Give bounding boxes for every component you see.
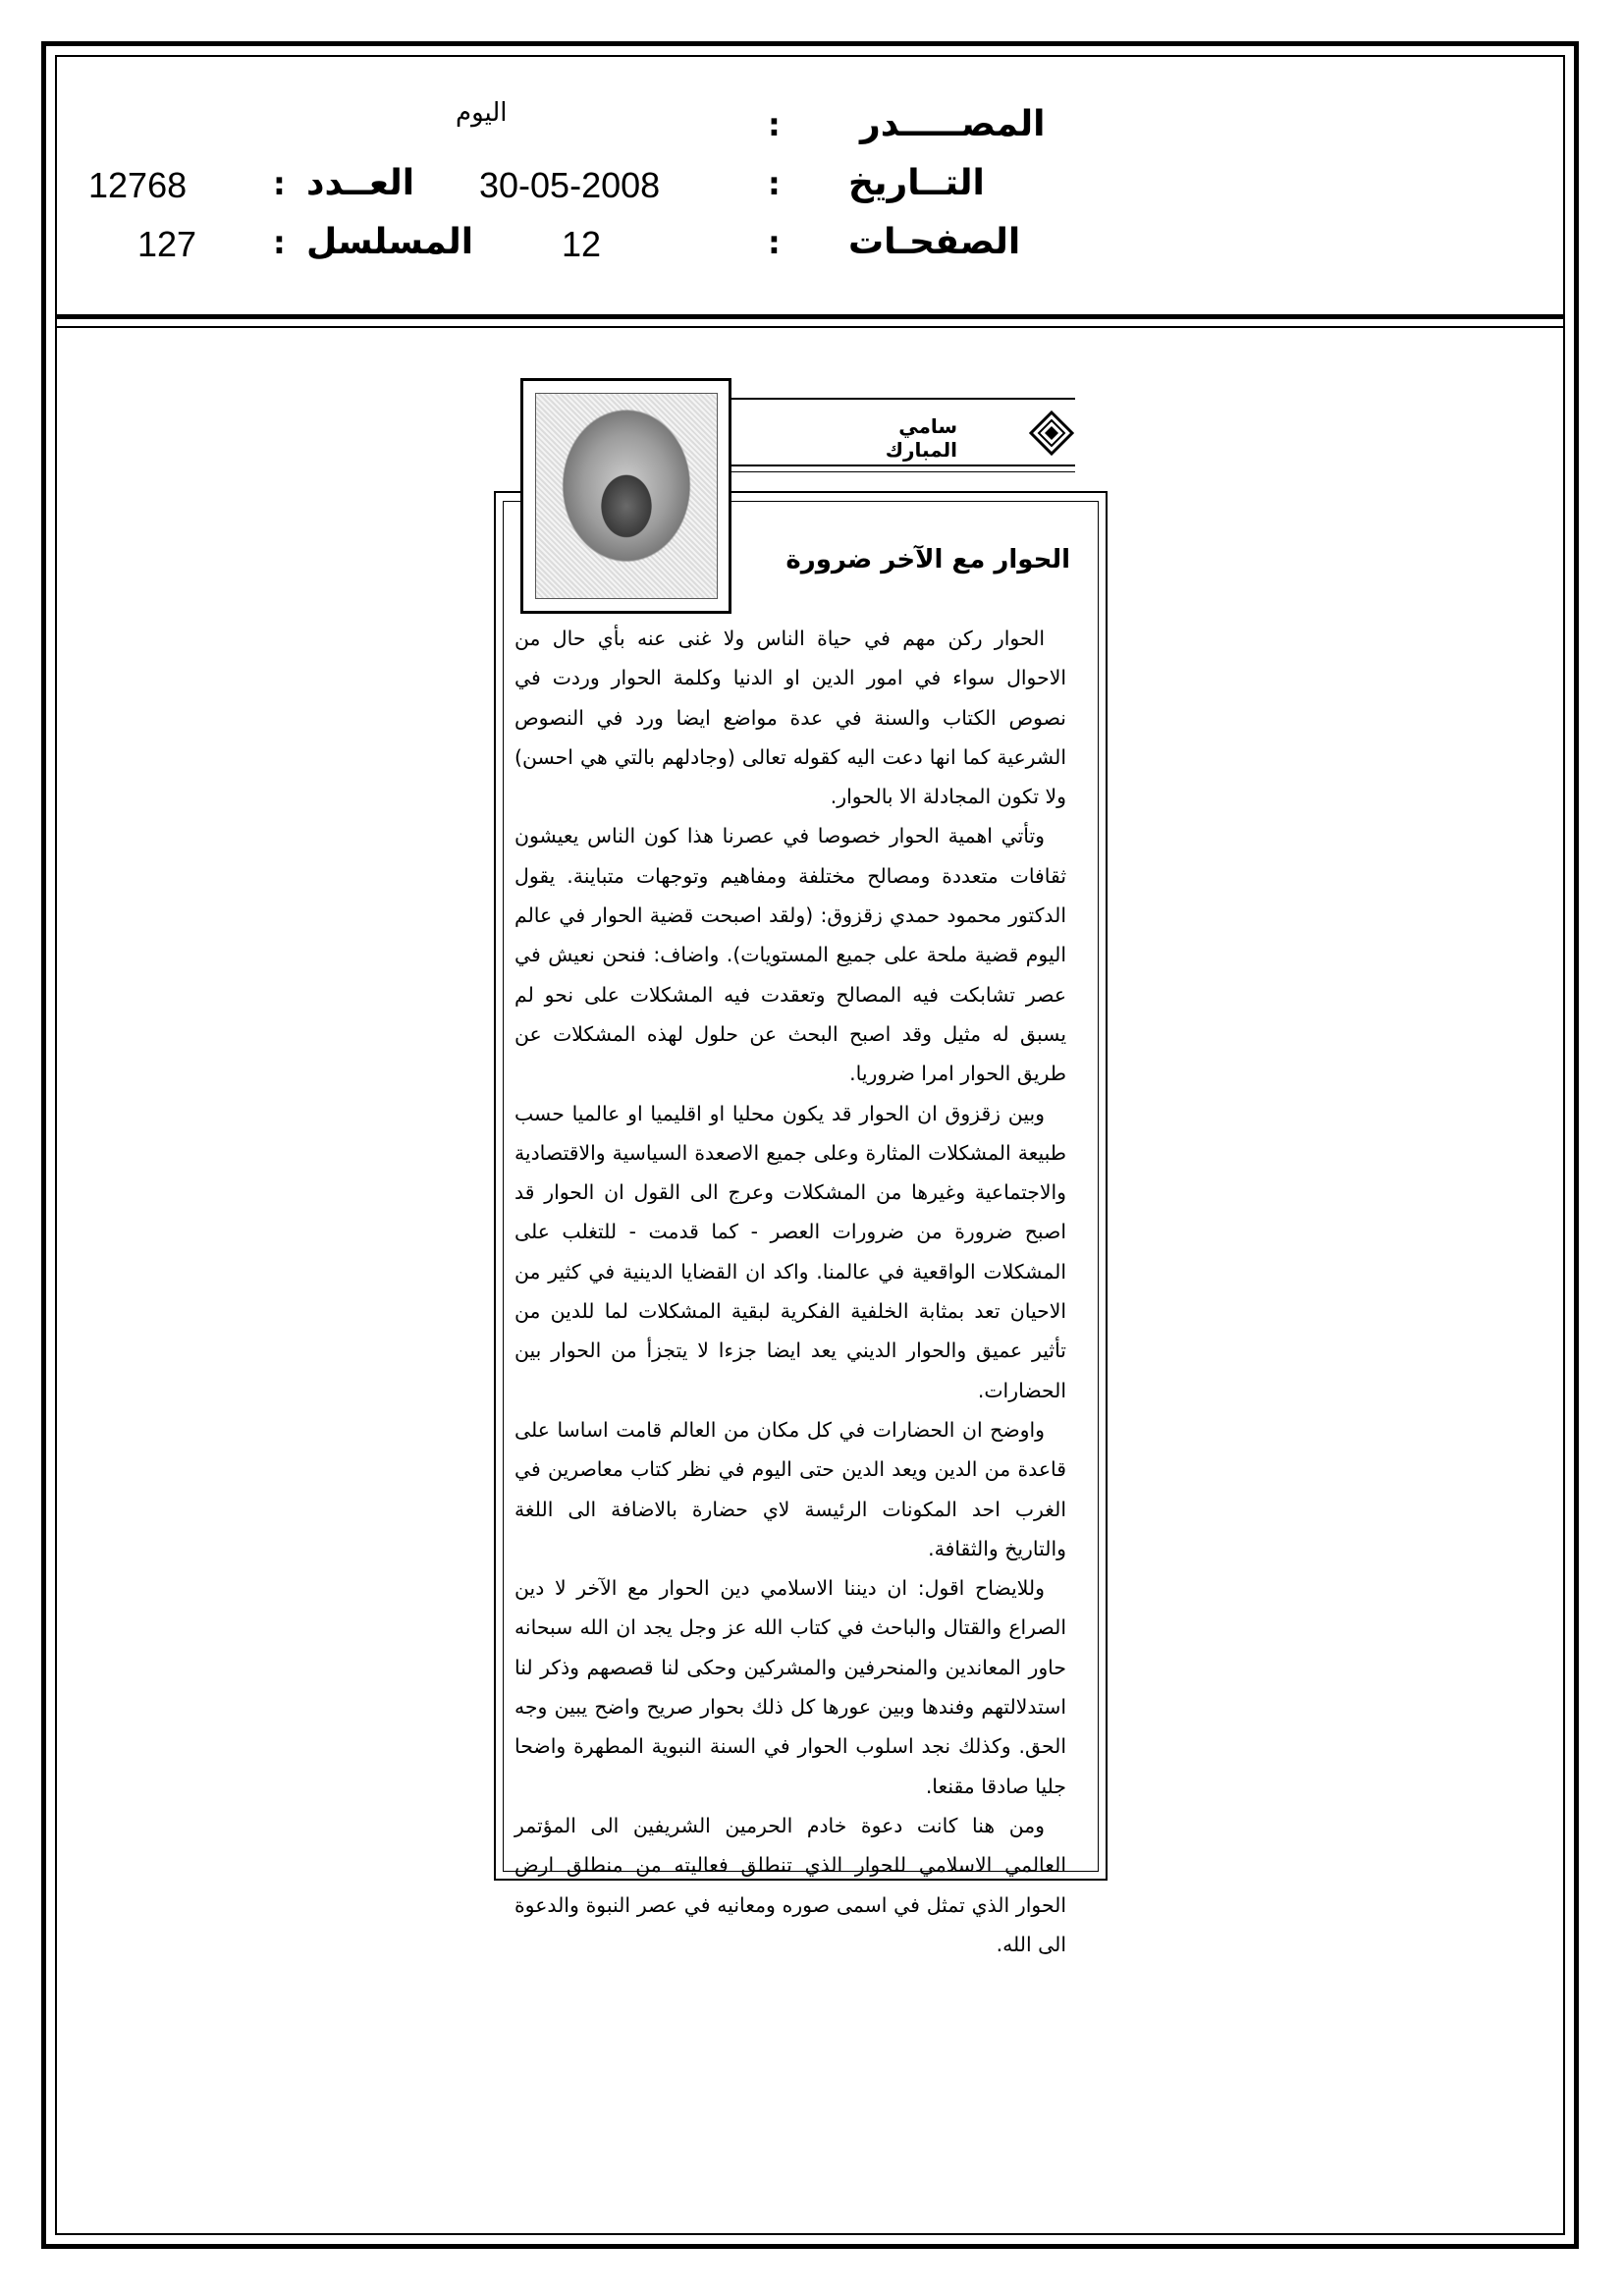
header-divider-thick [55, 314, 1565, 319]
serial-colon: : [273, 224, 286, 261]
issue-label: العــدد [306, 163, 415, 203]
source-label: المصـــــدر [860, 104, 1046, 144]
pages-label: الصفحـات [848, 222, 1021, 262]
paragraph: وبين زقزوق ان الحوار قد يكون محليا او اقليميا او عالميا حسب طبيعة المشكلات المثارة وعلى جميع الاصعدة السياسية والاقتصادية والاجتماعية وغيرها من المشكلات وعرج الى القول ان الحوار قد اصبح ضرورة من ضرورات العصر - كما قدمت - للتغلب على المشكلات الواقعية في عالمنا. واكد ان القضايا الدينية في كثير من الاحيان تعد بمثابة الخلفية الفكرية لبقية المشكلات لما للدين من تأثير عميق والحوار الديني يعد ايضا جزءا لا يتجزأ من الحوار بين الحضارات. [514, 1101, 1066, 1402]
article-title: الحوار مع الآخر ضرورة [785, 545, 1070, 574]
author-name: سامي المبارك [885, 414, 957, 462]
issue-colon: : [273, 165, 286, 202]
date-colon: : [768, 165, 781, 202]
serial-value: 127 [137, 224, 197, 264]
issue-value: 12768 [88, 165, 188, 205]
article-body [514, 619, 1066, 1964]
paragraph: واوضح ان الحضارات في كل مكان من العالم قامت اساسا على قاعدة من الدين ويعد الدين حتى اليوم في نظر كتاب معاصرين في الغرب احد المكونات الرئيسة لاي حضارة بالاضافة الى اللغة والتاريخ والثقافة. [514, 1417, 1066, 1560]
date-value: 30-05-2008 [479, 165, 661, 205]
diamond-icon [1029, 410, 1074, 456]
author-photo [535, 393, 718, 599]
source-colon: : [768, 106, 781, 143]
paragraph: الحوار ركن مهم في حياة الناس ولا غنى عنه بأي حال من الاحوال سواء في امور الدين او الدنيا وكلمة الحوار وردت في نصوص الكتاب والسنة في عدة مواضع ايضا ورد في النصوص الشرعية كما انها دعت اليه كقوله تعالى (وجادلهم بالتي هي احسن) ولا تكون المجادلة الا بالحوار. [514, 627, 1066, 809]
paragraph: وللايضاح اقول: ان ديننا الاسلامي دين الحوار مع الآخر لا دين الصراع والقتال والباحث في كتاب الله عز وجل يجد ان الله سبحانه حاور المعاندين والمنحرفين والمشركين وحكى لنا قصصهم وذكر لنا استدلالتهم وفندها وبين عورها كل ذلك بحوار صريح واضح يبين وجه الحق. وكذلك نجد اسلوب الحوار في السنة النبوية المطهرة واضحا جليا صادقا مقنعا. [514, 1576, 1066, 1798]
header-divider-thin [55, 326, 1565, 328]
date-label: التــاريخ [848, 163, 985, 203]
pages-value: 12 [562, 224, 602, 264]
serial-label: المسلسل [306, 222, 474, 262]
paragraph: وتأتي اهمية الحوار خصوصا في عصرنا هذا كون الناس يعيشون ثقافات متعددة ومصالح مختلفة ومفاهيم وتوجهات متباينة. يقول الدكتور محمود حمدي زقزوق: (ولقد اصبحت قضية الحوار في عالم اليوم قضية ملحة على جميع المستويات). واضاف: فنحن نعيش في عصر تشابكت فيه المصالح وتعقدت فيه المشكلات على نحو لم يسبق له مثيل وقد اصبح البحث عن حلول لهذه المشكلات عن طريق الحوار امرا ضروريا. [514, 824, 1066, 1086]
clipping-header [55, 55, 1565, 320]
pages-colon: : [768, 224, 781, 261]
source-value: اليوم [456, 98, 508, 128]
paragraph: ومن هنا كانت دعوة خادم الحرمين الشريفين الى المؤتمر العالمي الاسلامي للحوار الذي تنطلق فعاليته من منطلق ارض الحوار الذي تمثل في اسمى صوره ومعانيه في عصر النبوة والدعوة الى الله. [514, 1813, 1066, 1956]
